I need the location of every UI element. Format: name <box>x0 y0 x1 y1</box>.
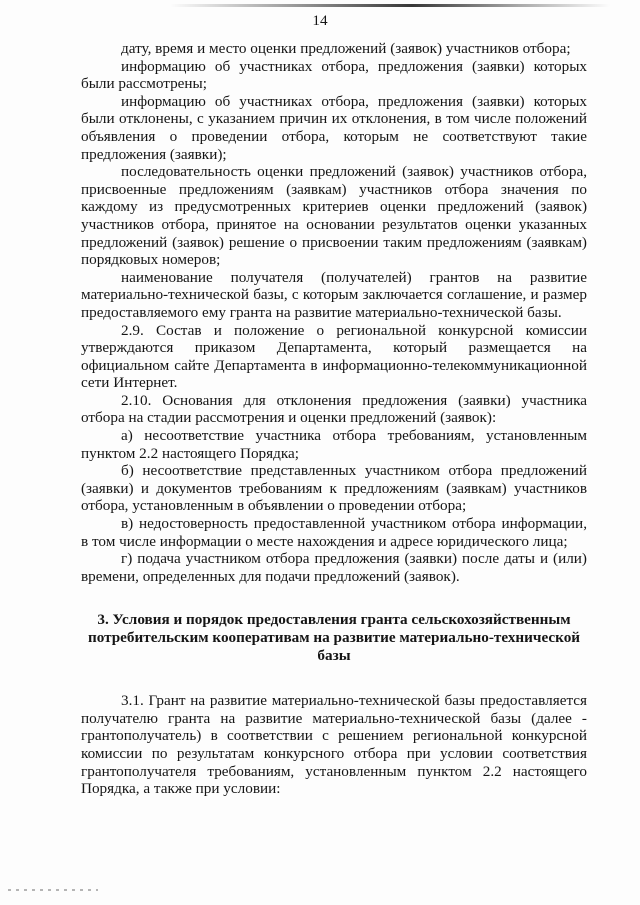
paragraph-2-10-b: б) несоответствие представленных участником отбора предложений (заявки) и документов требованиям к предложениям (заявкам) участников отбора, установленным в объявлении о проведении отбора; <box>81 462 587 515</box>
scan-artifact-bottom <box>8 889 98 891</box>
paragraph-assessment-date: дату, время и место оценки предложений (заявок) участников отбора; <box>121 40 571 57</box>
scan-artifact-top <box>170 4 610 7</box>
paragraph-reviewed-participants: информацию об участниках отбора, предложения (заявки) которых были рассмотрены; <box>81 57 587 93</box>
paragraph-2-10-a: а) несоответствие участника отбора требованиям, установленным пунктом 2.2 настоящего Порядка; <box>81 427 587 462</box>
paragraph-2-9: 2.9. Состав и положение о региональной конкурсной комиссии утверждаются приказом Департамента, который размещается на официальном сайте Департамента в информационно-телекоммуникационной сети Интернет. <box>81 321 587 392</box>
page-number: 14 <box>312 12 328 29</box>
paragraph-3-1: 3.1. Грант на развитие материально-технической базы предоставляется получателю гранта на развитие материально-технической базы (далее - грантополучатель) в соответствии с решением региональной конкурсной комиссии по результатам конкурсного отбора при условии соответствия грантополучателя требованиям, установленным пунктом 2.2 настоящего Порядка, а также при условии: <box>81 692 587 798</box>
section-3-heading: 3. Условия и порядок предоставления гранта сельскохозяйственным потребительским кооперативам на развитие материально-технической базы <box>87 611 581 664</box>
paragraph-2-10-g: г) подача участником отбора предложения (заявки) после даты и (или) времени, определенных для подачи предложений (заявок). <box>81 550 587 585</box>
paragraph-rejected-participants: информацию об участниках отбора, предложения (заявки) которых были отклонены, с указанием причин их отклонения, в том числе положений объявления о проведении отбора, которым не соответствуют такие предложения (заявки); <box>81 92 587 163</box>
paragraph-evaluation-sequence: последовательность оценки предложений (заявок) участников отбора, присвоенные предложениям (заявкам) участников отбора значения по каждому из предусмотренных критериев оценки предложений (заявок) участников отбора, принятое на основании результатов оценки указанных предложений (заявок) решение о присвоении таким предложениям (заявкам) порядковых номеров; <box>81 163 587 269</box>
paragraph-2-10-v: в) недостоверность предоставленной участником отбора информации, в том числе информации о месте нахождения и адресе юридического лица; <box>81 515 587 550</box>
paragraph-grant-recipient: наименование получателя (получателей) грантов на развитие материально-технической базы, с которым заключается соглашение, и размер предоставляемого ему гранта на развитие материально-технической базы. <box>81 268 587 321</box>
document-body <box>81 40 587 798</box>
paragraph-2-10: 2.10. Основания для отклонения предложения (заявки) участника отбора на стадии рассмотрения и оценки предложений (заявок): <box>81 391 587 427</box>
